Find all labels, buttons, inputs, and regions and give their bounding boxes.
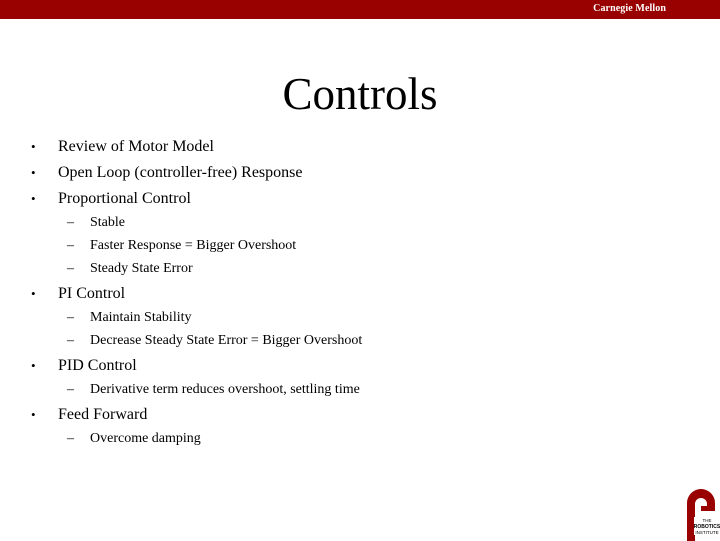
sub-bullet-item: – Overcome damping xyxy=(90,430,201,448)
bullet-item: • PID Control xyxy=(58,356,137,376)
bullet-item: • Proportional Control xyxy=(58,189,191,209)
logo-text-line-3: INSTITUTE xyxy=(695,530,719,535)
sub-bullet-item: – Maintain Stability xyxy=(90,309,192,327)
bullet-item: • Review of Motor Model xyxy=(58,137,214,157)
slide-title: Controls xyxy=(282,69,438,119)
logo-text-line-1: THE xyxy=(702,518,712,523)
bullet-item: • Feed Forward xyxy=(58,405,147,425)
logo-text-line-2: ROBOTICS xyxy=(693,524,720,530)
sub-bullet-item: – Derivative term reduces overshoot, settling time xyxy=(90,381,360,399)
bullet-item: • Open Loop (controller-free) Response xyxy=(58,163,302,183)
brand-wordmark: Carnegie Mellon xyxy=(593,3,666,14)
sub-bullet-item: – Faster Response = Bigger Overshoot xyxy=(90,237,296,255)
sub-bullet-item: – Stable xyxy=(90,214,125,232)
sub-bullet-item: – Steady State Error xyxy=(90,260,193,278)
bullet-item: • PI Control xyxy=(58,284,125,304)
sub-bullet-item: – Decrease Steady State Error = Bigger Overshoot xyxy=(90,332,362,350)
robotics-institute-logo xyxy=(681,487,720,541)
logo-notch xyxy=(701,506,707,511)
